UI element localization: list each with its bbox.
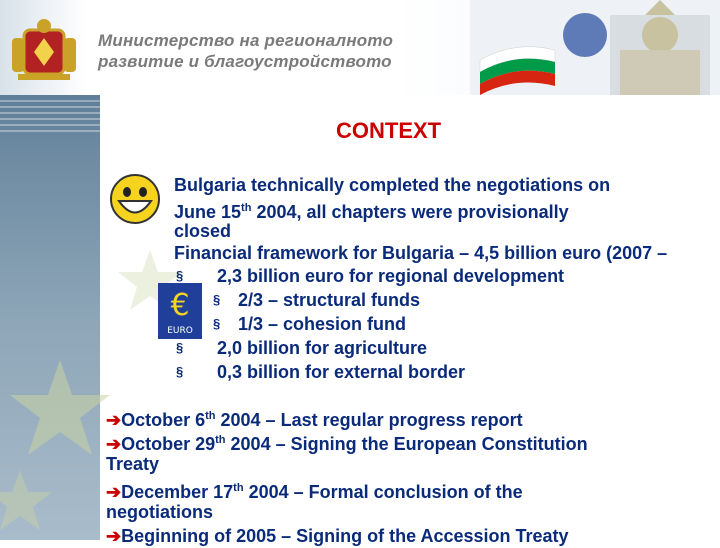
- arrow-right-icon: ➔: [106, 482, 122, 502]
- sub-bullet-marker: §: [213, 316, 221, 331]
- event-4: ➔Beginning of 2005 – Signing of the Accession Treaty: [106, 526, 569, 546]
- ministry-line-2: развитие и благоустройството: [98, 52, 392, 71]
- arrow-right-icon: ➔: [106, 526, 122, 546]
- sub-bullet-1a: 2/3 – structural funds: [238, 290, 421, 310]
- sub-bullet-1: 2,3 billion euro for regional development: [217, 266, 565, 286]
- sub-bullet-2: 2,0 billion for agriculture: [217, 338, 428, 358]
- bullet-line-1: Bulgaria technically completed the negotiations on: [174, 175, 611, 195]
- ministry-line-1: Министерство на регионалното: [98, 31, 394, 50]
- ministry-name: [98, 30, 393, 72]
- coat-of-arms-icon: [10, 16, 78, 84]
- svg-text:€: €: [170, 288, 190, 323]
- sub-bullet-marker: §: [176, 268, 184, 283]
- bullet-line-2: June 15th 2004, all chapters were provisionally: [174, 202, 569, 222]
- event-1: ➔October 6th 2004 – Last regular progress report: [106, 410, 523, 430]
- euro-symbol-icon: [158, 283, 202, 339]
- sub-bullet-1b: 1/3 – cohesion fund: [238, 314, 407, 334]
- sub-bullet-3: 0,3 billion for external border: [217, 362, 466, 382]
- sub-bullet-marker: §: [176, 340, 184, 355]
- slide-title: CONTEXT: [336, 118, 442, 143]
- slide-header: [0, 0, 720, 95]
- sub-bullet-marker: §: [176, 364, 184, 379]
- event-3: ➔December 17th 2004 – Formal conclusion of the: [106, 482, 523, 502]
- bullet-line-4: Financial framework for Bulgaria – 4,5 billion euro (2007 –: [174, 243, 668, 263]
- euro-label: EURO: [167, 326, 193, 336]
- arrow-right-icon: ➔: [106, 434, 122, 454]
- event-2-cont: Treaty: [106, 454, 160, 474]
- sub-bullet-marker: §: [213, 292, 221, 307]
- bullet-line-3: closed: [174, 221, 232, 241]
- smiley-face-icon: [108, 172, 162, 226]
- event-3-cont: negotiations: [106, 502, 213, 522]
- arrow-right-icon: ➔: [106, 410, 122, 430]
- flag-and-cathedral-decoration: [470, 0, 720, 95]
- event-2: ➔October 29th 2004 – Signing the European Constitution: [106, 434, 588, 454]
